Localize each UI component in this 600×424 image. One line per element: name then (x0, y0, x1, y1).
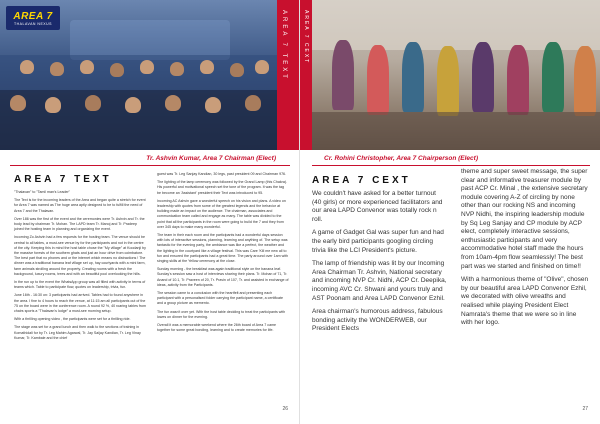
paragraph: The stage was set for a grand lunch and then walk to the sections of training in Komathidali for by Tr. Leg Mahim Agarwal, Tr. Jay Saijay Kandian, Tr. Leg Vinay Kumar, Tr. Kambale and the chief (14, 325, 141, 340)
paragraph: Area chairman's humorous address, fabulous bonding activity the WONDERWEB, our President Elects (312, 308, 443, 333)
paragraph: With a thrilling opening video , the participants were set for a thrilling ride. (14, 317, 131, 322)
paragraph: Incoming Zo Ashvin had a few requests for the hosting team. The venue should be central to all tables, a must-see venue by for the participants and not in the centre of the city. Keeping this in mind the host table chose the "My village" at Koodanji by the massive forests of the southern ghats and just an hour drive from coimbatore. The best part that no phones and or the internet which means no distractions ! The dinner was a traditional banana leaf village set up, hay courtyards with a mini farm, farm animals strolling around the property. Creating rooms with a fresh the background, luxury rooms, trees and with an beautiful pool overlooking the hills. (14, 235, 146, 276)
paragraph: theme and super sweet message, the super clear and informative treasurer module by past ACP Cr. Minal , the extensive secretary module covering A-Z of circling by none other than our rocking NS and incoming NVP Nidhi, the inspiring leadership module by Sq Leg Sanjay and CP module by ACP elect, completely interactive sessions, enthusiastic participants and very accommodative hotel staff made the hours from 10am-4pm flow seamlessly! The best part was we started and finished on time!! (461, 168, 588, 270)
photo-caption: Cr. Rohini Christopher, Area 7 Chairperson (Elect) (324, 155, 478, 162)
paragraph: Overall it was a memorable weekend where the 26th board of Area 7 came together for some great bonding, learning and to create memories for life. (157, 323, 277, 333)
paragraph: The lighting of the lamp ceremony was followed by the Grand Lamp (this Chakra). His powerful and motivational speech set the tone of the program. It was the tag be become an 'Assistant' president their Text was introduced to 95. (157, 180, 288, 195)
group-photo-area7-text (0, 0, 277, 150)
paragraph: The team in their each room and the participants had a wonderful days session with lots of interactive sessions, planning, learning and anything of. The setup was fantastic for the evening party, the ambiance was like a perfect, the weather and the lighting in the courtyard like a village festival. This was Care 'Kill me new all to fun and ensured the participants had a great time. The party around over 1am with singing skills at the Yellow ceremony at the close. (157, 233, 288, 264)
paragraph: Incoming AC Ashvin gave a wonderful speech on his vision and plans. A video on leadership with quotes from some of the greatest legends and the behavior at building made an impact on the audience. The chairman, associates and communication team called and engage as many. The table was divided to the point that all the participants in the room were going to build the 7 and they from over 345 days to make many wonderful. (157, 198, 286, 229)
logo-mark: AREA 7 (13, 10, 53, 22)
area7-logo (6, 6, 60, 30)
divider-line (312, 165, 590, 166)
article-column-1 (312, 190, 447, 339)
side-strip-label: AREA 7 CEXT (303, 10, 309, 65)
side-strip-left (277, 0, 300, 150)
logo-subtitle: THALAVAN NEXUS (14, 21, 52, 26)
paragraph: The lamp of friendship was lit by our Incoming Area Chairman Tr. Ashvin, National secretary and incoming NVP Cr. Nidhi, ACP Cr. Deepika, incoming AVC Cr. Shwani and yours truly and AST Poonam and Area LAPD Convenor Ezhil. (312, 260, 447, 302)
paragraph: guest was Tr. Leg Sanjay Kandian, 30 legs, past president 09 and Chairman 976. (157, 172, 287, 176)
article-column-1 (14, 190, 147, 344)
photo-caption: Tr. Ashvin Kumar, Area 7 Chairman (Elect) (146, 155, 276, 162)
right-page (300, 0, 600, 424)
paragraph: June 16th - 16:30 on: 3 participants had arrived. Tables had to found anywhere in the area. I fine to 4 hours to reach the venue, at 11:15 am all participants out of the 75 on the board were in the conference room. A round 92 %, 40 roaring tables from chairs sports a "Thalavan's lodge" a must-see morning setup. (14, 293, 147, 314)
page-number: 27 (582, 406, 588, 412)
page-number: 26 (282, 406, 288, 412)
paragraph: In the run up to the event the WhatsApp group was all filled with activity in terms of teams which. Table to participate flow, quotes on leadership, trivia, fun. (14, 280, 146, 290)
article-column-2 (157, 172, 289, 336)
paragraph: With a harmonious theme of "Olive", chosen by our beautiful area LAPD Convenor Ezhil, we decorated with olive wreaths and realised while playing President Elect Namrata's theme that we were so in line with her logo. (461, 276, 589, 327)
side-strip-right (300, 0, 312, 150)
section-heading: AREA 7 CEXT (312, 175, 411, 186)
side-strip-label: AREA 7 TEXT (281, 10, 287, 81)
paragraph: "Thalavan" to "Tamil man's Leader" (14, 190, 70, 194)
paragraph: A game of Gadget Gal was super fun and had the early bird participants googling circling trivia like the LCI President's picture. (312, 229, 444, 254)
paragraph: Over 186 was the first of the event and the ceremonies were Tr. Ashvin and Tr. the body lead by chairman Tr. Mohan. The LAPD team Tr. Manoj and Tr. Pradeep joined the hosting team in planning and organizing the event. (14, 216, 145, 232)
divider-line (10, 165, 290, 166)
paragraph: Sunday morning - the breakfast was again traditional style on the banana leaf. Sunday's session saw a host of interviews sharing their plans. Tr. Mohan of 71, Tr. Anand of 10.1, Tr. Praveen of 20, Tr. Pravin of 107, Tr. and assisted in exchange of ideas, activity from the Participants. (157, 267, 289, 287)
paragraph: The Text is for the incoming leaders of the Area and began quite a stretch for event for Area 7 was named as The huge area aptly designed to be to fulfill the need of Area 7 and the Thalavan. (14, 198, 146, 213)
article-column-2 (461, 168, 589, 333)
paragraph: We couldn't have asked for a better turnout (40 girls) or more experienced facilitators and our area LAPD Convenor was totally rock n roll. (312, 190, 443, 223)
paragraph: The fun wasn't over yet. With the host table deciding to treat the participants with lowes on dinner for the evening. (157, 309, 286, 319)
section-heading: AREA 7 TEXT (14, 174, 112, 185)
paragraph: The session came to a conclusion with the heartfelt and presenting each participant with a personalised folder carrying the participant name, a certificate and a group picture as memento. (157, 291, 284, 306)
group-photo-area7-cext (312, 0, 600, 150)
